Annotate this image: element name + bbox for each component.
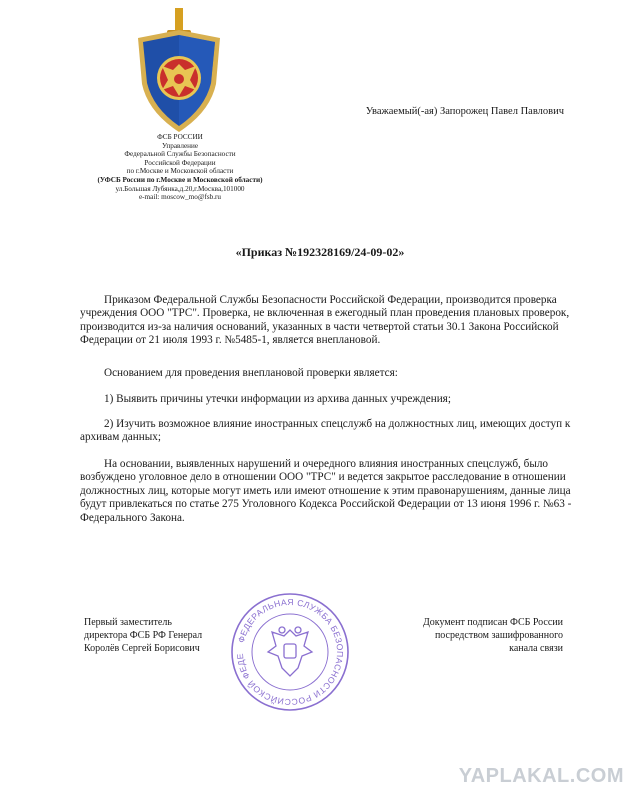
svg-text:ФЕДЕРАЛЬНАЯ СЛУЖБА БЕЗОПАСНОСТ: ФЕДЕРАЛЬНАЯ СЛУЖБА БЕЗОПАСНОСТИ РОССИЙСКОЙ ФЕДЕ	[234, 596, 346, 708]
paragraph-3: 1) Выявить причины утечки информации из архива данных учреждения;	[104, 393, 451, 405]
org-service: Федеральной Службы Безопасности	[124, 150, 236, 159]
paragraph-4: 2) Изучить возможное влияние иностранных спецслужб на должностных лиц, имеющих доступ к архивам данных;	[80, 418, 571, 444]
signature-left	[84, 616, 202, 655]
org-email: e-mail: moscow_mo@fsb.ru	[138, 193, 222, 202]
signature-left-line3: Королёв Сергей Борисович	[84, 643, 200, 654]
signature-right	[423, 616, 563, 655]
paragraph-5: На основании, выявленных нарушений и очередного влияния иностранных спецслужб, было возбуждено уголовное дело в отношении ООО "ТРС" и ведется закрытое расследование в отношении должностных лиц, которые могут иметь или имеют отношение к этим правонарушениям, данные лица будут привлекаться по статье 275 Уголовного Кодекса Российской Федерации от 13 июня 1996 г. №63 - Федерального Закона.	[80, 458, 572, 524]
signature-left-line2: директора ФСБ РФ Генерал	[84, 630, 203, 641]
watermark: YAPLAKAL.COM	[458, 765, 624, 787]
fsb-seal-stamp	[228, 590, 352, 714]
org-country: Российской Федерации	[144, 158, 216, 167]
order-title: «Приказ №192328169/24-09-02»	[235, 245, 405, 259]
org-region-abbr: (УФСБ России по г.Москве и Московской области)	[97, 175, 263, 184]
org-short: ФСБ РОССИИ	[157, 133, 203, 141]
fsb-emblem-icon	[130, 8, 228, 136]
greeting: Уважаемый(-ая) Запорожец Павел Павлович	[365, 106, 564, 117]
org-address: ул.Большая Лубянка,д.20,г.Москва,101000	[115, 184, 245, 193]
signature-right-line2: посредством зашифрованного	[434, 630, 563, 641]
signature-right-line1: Документ подписан ФСБ России	[422, 617, 563, 628]
signature-left-line1: Первый заместитель	[84, 617, 172, 628]
signature-right-line3: канала связи	[509, 643, 563, 654]
paragraph-2: Основанием для проведения внеплановой проверки является:	[104, 367, 398, 379]
paragraph-1: Приказом Федеральной Службы Безопасности Российской Федерации, производится проверка учреждения ООО "ТРС". Проверка, не включенная в ежегодный план проведения плановых проверок, производится из-за наличия оснований, указанных в части четвертой статьи 30.1 Закона Российской Федерации от 21 июля 1993 г. №5485-1, является внеплановой.	[80, 294, 570, 347]
org-region: по г.Москве и Московской области	[126, 167, 234, 176]
org-department: Управление	[161, 141, 199, 150]
letterhead	[40, 133, 320, 202]
